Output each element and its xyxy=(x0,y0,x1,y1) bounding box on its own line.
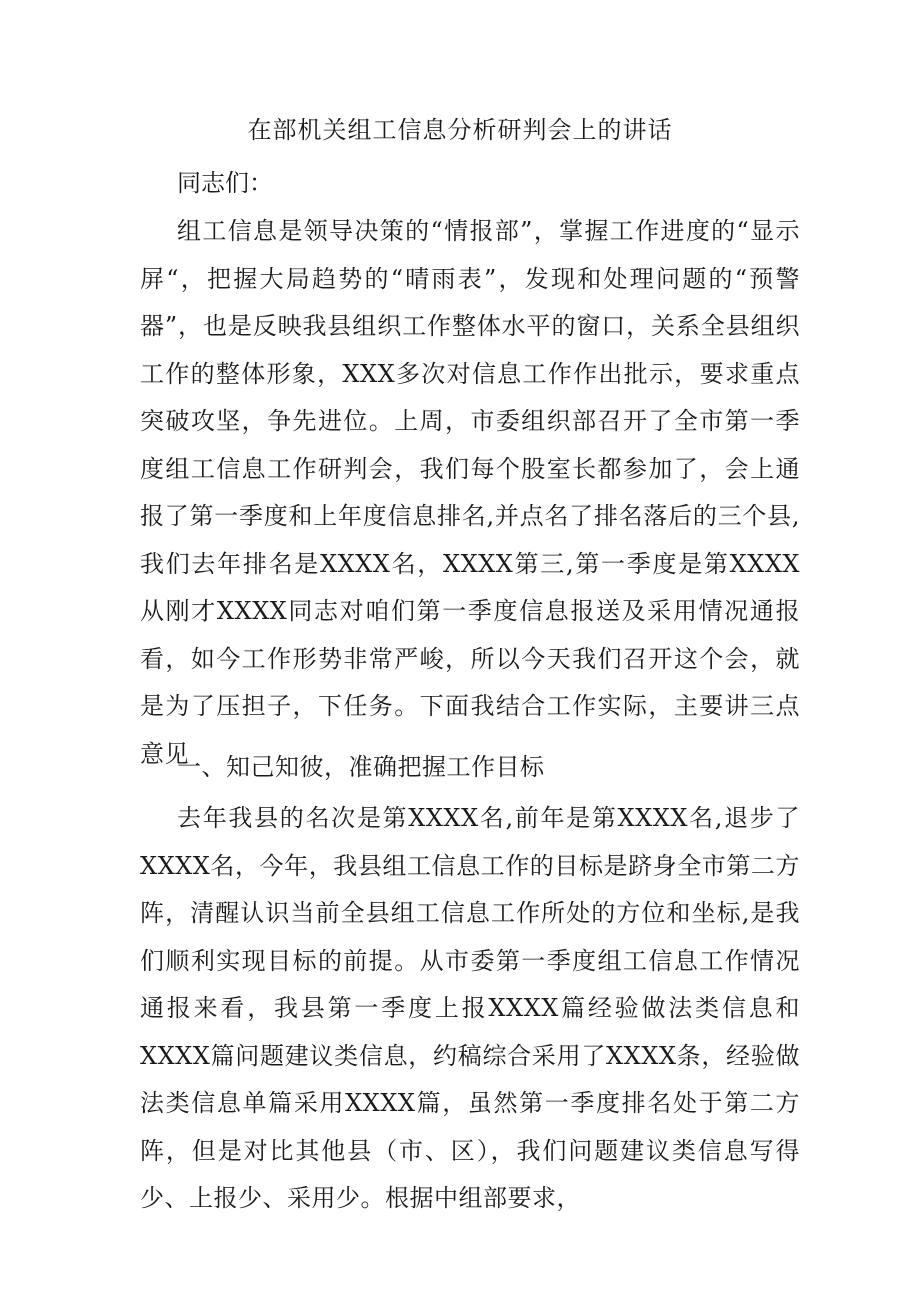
body-paragraph-2: 去年我县的名次是第XXXX名,前年是第XXXX名,退步了XXXX名，今年，我县组工信息工作的目标是跻身全市第二方阵，清醒认识当前全县组工信息工作所处的方位和坐标,是我们顺利实现目标的前提。从市委第一季度组工信息工作情况通报来看，我县第一季度上报XXXX篇经验做法类信息和XXXX篇问题建议类信息，约稿综合采用了XXXX条，经验做法类信息单篇采用XXXX篇，虽然第一季度排名处于第二方阵，但是对比其他县（市、区），我们问题建议类信息写得少、上报少、采用少。根据中组部要求， xyxy=(140,804,800,1212)
body-paragraph-1: 组工信息是领导决策的“情报部”，掌握工作进度的“显示屏“，把握大局趋势的“晴雨表”，发现和处理问题的“预警器”，也是反映我县组织工作整体水平的窗口，关系全县组织工作的整体形象，XXX多次对信息工作作出批示，要求重点突破攻坚，争先进位。上周，市委组织部召开了全市第一季度组工信息工作研判会，我们每个股室长都参加了，会上通报了第一季度和上年度信息排名,并点名了排名落后的三个县,我们去年排名是XXXX名，XXXX第三,第一季度是第XXXX从刚才XXXX同志对咱们第一季度信息报送及采用情况通报看，如今工作形势非常严峻，所以今天我们召开这个会，就是为了压担子，下任务。下面我结合工作实际，主要讲三点意见 xyxy=(140,217,800,768)
section-heading-1: 一、知己知彼，准确把握工作目标 xyxy=(177,753,545,781)
document-title: 在部机关组工信息分析研判会上的讲话 xyxy=(247,116,673,144)
salutation: 同志们： xyxy=(177,169,273,197)
